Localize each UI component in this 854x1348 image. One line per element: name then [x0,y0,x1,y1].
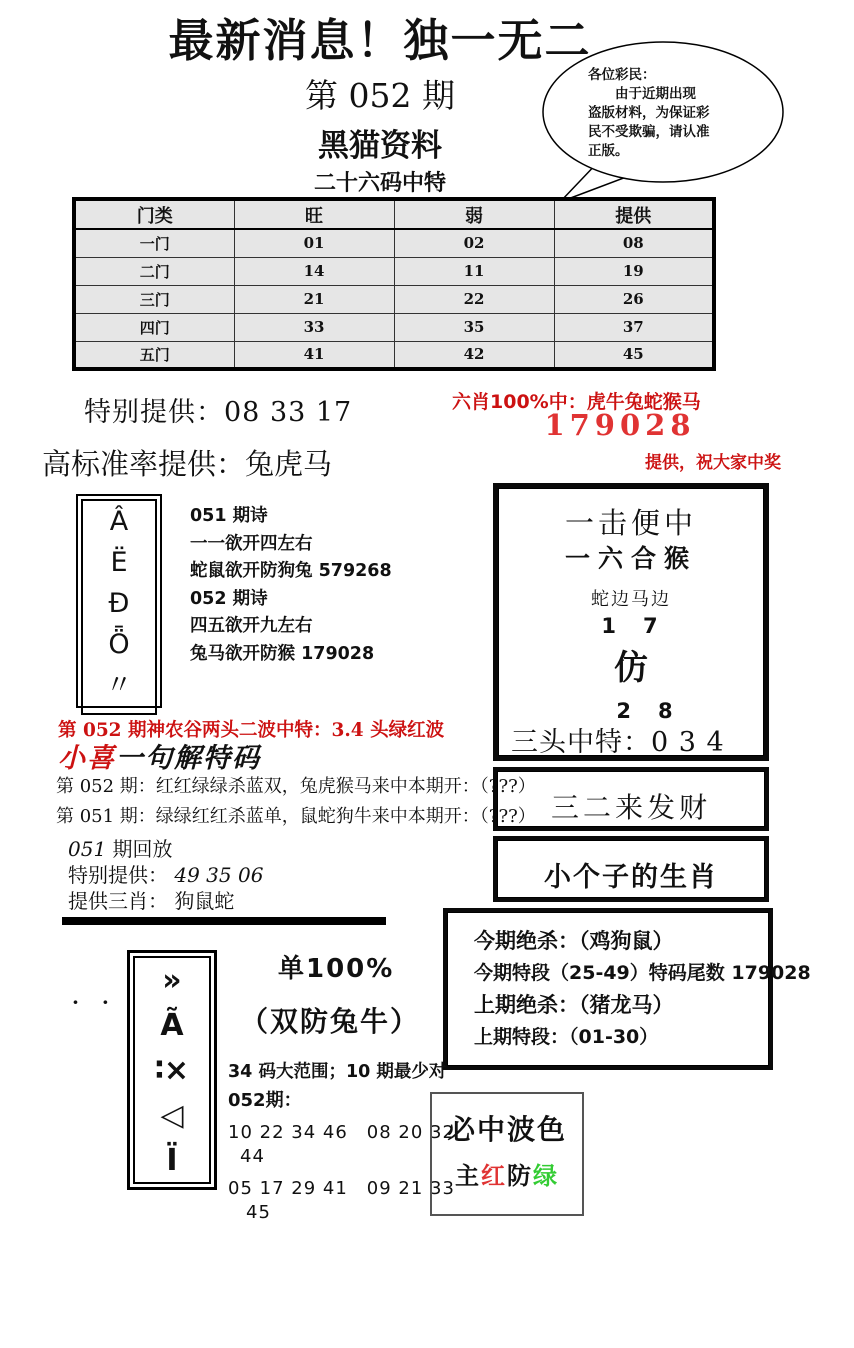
zodiac-box [493,836,769,902]
table-row [74,285,714,313]
issue-052-label: 052期： [228,1090,302,1111]
decorative-glyph: ◁ [160,1098,184,1133]
main-color: 红 [481,1161,507,1190]
poem-line: 四五欲开九左右 [190,616,313,636]
numbers-1-7: 1 7 [601,614,661,638]
decorative-glyph: Â [109,506,129,537]
number-row: 45 [246,1202,271,1223]
double-divider [62,917,386,925]
cell-weak: 22 [394,285,554,313]
cell-category: 三门 [74,285,234,313]
dan-100: 单100% [278,954,395,984]
tip-052: 第 052 期：红红绿绿杀蓝双，兔虎猴马来中本期开：（???） [56,776,536,797]
cell-weak: 42 [394,341,554,369]
cell-strong: 33 [234,313,394,341]
decorative-glyph: Ȫ [108,629,130,660]
decorative-glyph: Ï [166,1143,178,1178]
kill-section-box [443,908,811,1070]
table-header-row [74,199,714,229]
wave-tip-line: 第 052 期神农谷两头二波中特：3.4 头绿红波 [58,720,445,741]
cell-category: 五门 [74,341,234,369]
replay-special-label: 特别提供： [68,863,175,887]
cell-weak: 11 [394,257,554,285]
issue-number: 第 052 期 [305,76,455,115]
decorative-glyph: ∶× [155,1053,189,1088]
guard-color: 绿 [533,1161,559,1190]
replay-special-value: 49 35 06 [174,863,264,887]
jieme-heading [58,736,261,775]
range-note: 34 码大范围；10 期最少对 [228,1062,447,1082]
fortune-text: 三二来发财 [550,791,711,824]
page-subtitle: 二十六码中特 [313,170,446,196]
special-provide: 特别提供：08 33 17 [84,397,353,428]
bottom-glyph-column [133,956,211,1184]
table-row [74,229,714,257]
bubble-line: 盗版材料，为保证彩 [588,105,710,121]
decorative-glyph: Đ [108,588,130,619]
poem-line: 051 期诗 [190,506,268,526]
segment-this-period: 今期特段（25-49）特码尾数 179028 [474,962,811,984]
cell-provide: 19 [554,257,714,285]
table-row [74,341,714,369]
numbers-2-8: 2 8 [616,699,676,723]
cell-weak: 02 [394,229,554,257]
poem-line: 052 期诗 [190,588,268,609]
col-header-strong: 旺 [234,199,394,229]
six-xiao-numbers: 179028 [544,408,696,442]
brand-name: 黑猫资料 [318,128,442,164]
zodiac-box-inner [497,840,765,898]
decorative-glyph: Ë [110,547,128,578]
cell-category: 四门 [74,313,234,341]
poem-block [190,503,392,668]
tip-051: 第 051 期：绿绿红红杀蓝单，鼠蛇狗牛来中本期开：（???） [56,806,536,827]
replay-special [68,862,263,888]
six-xiao-line: 六肖100%中：虎牛兔蛇猴马 [452,391,701,413]
one-hit-title: 一击便中 [564,506,697,540]
number-row: 05 17 29 41 09 21 33 [228,1178,455,1199]
col-header-weak: 弱 [394,199,554,229]
wave-color-box [430,1092,584,1216]
snake-horse-edge: 蛇边马边 [591,589,671,610]
high-standard-provide: 高标准率提供：兔虎马 [42,447,333,481]
jieme-brand: 小喜 [58,743,116,774]
bubble-line: 民不受欺骗，请认准 [588,124,710,140]
cell-provide: 08 [554,229,714,257]
cell-provide: 26 [554,285,714,313]
bubble-line: 各位彩民： [588,67,656,83]
table-row [74,313,714,341]
number-row: 10 22 34 46 08 20 32 [228,1122,455,1143]
kill-section-inner [447,912,811,1066]
poem-line: 一一欲开四左右 [190,533,313,554]
wave-color-line [432,1156,582,1191]
poem-glyph-column [81,499,157,715]
replay-sanxiao-label: 提供三肖： [68,889,175,913]
one-hit-box-inner [498,488,764,756]
decorative-glyph: 〃 [105,670,133,701]
main-label: 主 [455,1161,481,1190]
poem-line: 蛇鼠欲开防狗兔 579268 [190,561,392,581]
three-heads: 三头中特：0 3 4 [511,727,725,758]
wave-color-title: 必中波色 [446,1113,567,1146]
one-six-monkey: 一六合猴 [564,544,697,573]
wish-line: 提供，祝大家中奖 [645,453,781,473]
poem-glyph-box [76,494,162,708]
bubble-line: 由于近期出现 [588,86,696,102]
one-hit-box [493,483,769,761]
replay-sanxiao [68,888,263,914]
table-row [74,257,714,285]
fortune-box [493,767,769,831]
notice-bubble [588,66,776,161]
cell-strong: 21 [234,285,394,313]
bubble-line: 正版。 [588,143,629,159]
replay-sanxiao-value: 狗鼠蛇 [174,889,235,913]
gate-number-table [72,197,716,371]
poem-line: 兔马欲开防猴 179028 [190,643,375,664]
decorative-glyph: » [162,963,182,998]
cell-provide: 45 [554,341,714,369]
cell-strong: 01 [234,229,394,257]
guard-label: 防 [507,1161,533,1190]
replay-block [68,836,263,914]
cell-strong: 14 [234,257,394,285]
cell-category: 一门 [74,229,234,257]
col-header-category: 门类 [74,199,234,229]
kill-last-period: 上期绝杀：（猪龙马） [474,993,674,1017]
zodiac-text: 小个子的生肖 [544,862,718,893]
segment-last-period: 上期特段：（01-30） [474,1026,659,1048]
bottom-glyph-box [127,950,217,1190]
fang-char: 仿 [614,648,648,688]
double-guard: （双防兔牛） [240,1005,421,1038]
col-header-provide: 提供 [554,199,714,229]
kill-this-period: 今期绝杀：（鸡狗鼠） [474,929,674,953]
replay-issue: 051 [68,837,107,861]
cell-strong: 41 [234,341,394,369]
page-title: 最新消息！独一无二 [168,14,592,67]
cell-provide: 37 [554,313,714,341]
jieme-rest: 一句解特码 [116,743,261,774]
cell-weak: 35 [394,313,554,341]
decorative-glyph: Ã [160,1008,184,1043]
replay-suffix: 期回放 [106,837,173,861]
fortune-box-inner [497,771,765,827]
cell-category: 二门 [74,257,234,285]
side-dots: · · [72,990,117,1014]
number-row: 44 [240,1146,265,1167]
replay-title [68,836,263,862]
